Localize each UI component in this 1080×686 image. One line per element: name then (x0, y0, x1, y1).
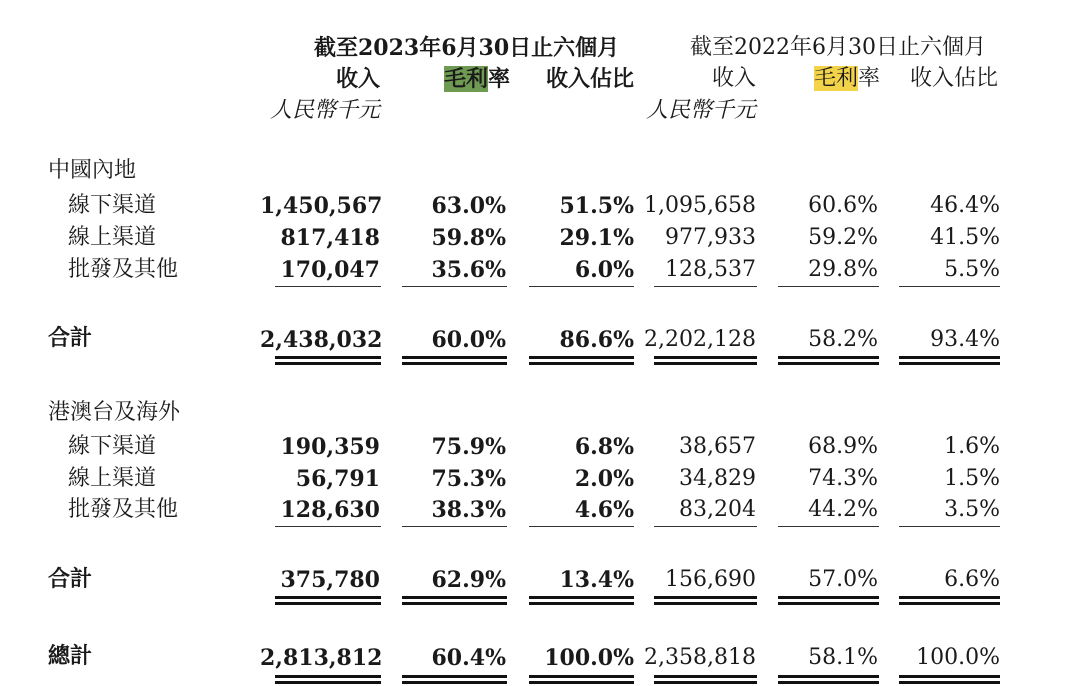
subtotal-rule (275, 526, 381, 527)
row-label: 批發及其他 (68, 257, 179, 282)
rev-2022: 977,933 (665, 225, 756, 250)
gm-2023: 59.8% (431, 225, 506, 251)
unit-2022: 人民幣千元 (645, 98, 756, 123)
share-2023: 2.0% (574, 466, 634, 492)
rev-2023: 1,450,567 (260, 193, 383, 219)
section-title-mainland: 中國內地 (48, 158, 137, 183)
period-2022-heading: 截至2022年6月30日止六個月 (690, 35, 986, 60)
row-label: 線上渠道 (68, 225, 157, 250)
total-double-rule (778, 602, 879, 605)
subtotal-rule (402, 526, 507, 527)
col-revenue-2023: 收入 (335, 66, 380, 92)
share-2023: 29.1% (559, 225, 634, 251)
col-share-2022: 收入佔比 (909, 66, 998, 91)
col-gm-2023 (444, 66, 510, 92)
gm-2022: 60.6% (808, 193, 878, 218)
total-double-rule (654, 362, 757, 365)
subtotal-label: 合計 (48, 325, 93, 351)
share-2022: 100.0% (916, 645, 1000, 670)
total-double-rule (275, 362, 381, 365)
subtotal-rule (778, 526, 879, 527)
share-2022: 5.5% (944, 257, 1000, 282)
total-double-rule (275, 602, 381, 605)
gm-2022: 58.1% (808, 645, 878, 670)
total-double-rule (899, 681, 1000, 684)
gm-2023: 75.9% (431, 434, 506, 460)
total-double-rule (899, 602, 1000, 605)
section-title-overseas: 港澳台及海外 (48, 400, 181, 425)
row-label: 批發及其他 (68, 497, 179, 522)
total-double-rule (402, 356, 507, 359)
col-share-2023: 收入佔比 (545, 66, 634, 92)
period-2023-heading: 截至2023年6月30日止六個月 (314, 35, 620, 61)
total-double-rule (654, 675, 757, 678)
share-2023: 6.8% (574, 434, 634, 460)
gm-suffix-2022: 率 (858, 66, 881, 91)
total-double-rule (402, 681, 507, 684)
unit-2023: 人民幣千元 (269, 98, 380, 123)
gm-2023: 75.3% (431, 466, 506, 492)
rev-2022: 34,829 (679, 466, 756, 491)
rev-2023: 56,791 (295, 466, 380, 492)
total-double-rule (529, 356, 634, 359)
total-double-rule (402, 675, 507, 678)
total-double-rule (778, 681, 879, 684)
rev-2022: 2,358,818 (644, 645, 756, 670)
total-double-rule (778, 596, 879, 599)
subtotal-rule (654, 526, 757, 527)
grand-total-label: 總計 (48, 643, 93, 669)
share-2023: 86.6% (559, 327, 634, 353)
subtotal-rule (899, 286, 1000, 287)
gm-2022: 29.8% (808, 257, 878, 282)
total-double-rule (899, 596, 1000, 599)
row-label: 線下渠道 (68, 434, 157, 459)
col-gm-2022 (814, 66, 880, 92)
subtotal-rule (778, 286, 879, 287)
rev-2023: 375,780 (280, 567, 380, 593)
gm-2022: 44.2% (808, 497, 878, 522)
gm-2022: 68.9% (808, 434, 878, 459)
total-double-rule (275, 681, 381, 684)
total-double-rule (778, 675, 879, 678)
share-2022: 41.5% (930, 225, 1000, 250)
share-2023: 4.6% (574, 497, 634, 523)
total-double-rule (899, 356, 1000, 359)
total-double-rule (654, 602, 757, 605)
rev-2022: 128,537 (665, 257, 756, 282)
row-label: 線上渠道 (68, 466, 157, 491)
subtotal-label: 合計 (48, 566, 93, 592)
rev-2022: 1,095,658 (644, 193, 756, 218)
share-2023: 100.0% (544, 645, 634, 671)
rev-2023: 128,630 (280, 497, 380, 523)
gm-2022: 58.2% (808, 327, 878, 352)
share-2022: 1.5% (944, 466, 1000, 491)
rev-2023: 817,418 (280, 225, 380, 251)
gm-highlight-2023: 毛利 (444, 66, 489, 92)
share-2023: 6.0% (574, 257, 634, 283)
total-double-rule (778, 356, 879, 359)
subtotal-rule (529, 286, 634, 287)
total-double-rule (529, 602, 634, 605)
gm-2022: 74.3% (808, 466, 878, 491)
total-double-rule (275, 356, 381, 359)
gm-2023: 35.6% (431, 257, 506, 283)
total-double-rule (778, 362, 879, 365)
total-double-rule (275, 675, 381, 678)
total-double-rule (402, 602, 507, 605)
gm-highlight-2022: 毛利 (814, 66, 859, 91)
subtotal-rule (529, 526, 634, 527)
subtotal-rule (402, 286, 507, 287)
total-double-rule (529, 675, 634, 678)
rev-2022: 83,204 (679, 497, 756, 522)
share-2022: 6.6% (944, 567, 1000, 592)
gm-2023: 60.0% (431, 327, 506, 353)
share-2023: 51.5% (559, 193, 634, 219)
gm-2023: 62.9% (431, 567, 506, 593)
gm-2023: 60.4% (431, 645, 506, 671)
total-double-rule (529, 681, 634, 684)
subtotal-rule (275, 286, 381, 287)
total-double-rule (402, 596, 507, 599)
share-2022: 1.6% (944, 434, 1000, 459)
share-2022: 46.4% (930, 193, 1000, 218)
gm-2023: 38.3% (431, 497, 506, 523)
share-2022: 3.5% (944, 497, 1000, 522)
share-2022: 93.4% (930, 327, 1000, 352)
total-double-rule (402, 362, 507, 365)
row-label: 線下渠道 (68, 193, 157, 218)
gm-suffix-2023: 率 (488, 66, 511, 92)
rev-2022: 2,202,128 (644, 327, 756, 352)
gm-2022: 59.2% (808, 225, 878, 250)
share-2023: 13.4% (559, 567, 634, 593)
total-double-rule (529, 362, 634, 365)
total-double-rule (654, 356, 757, 359)
subtotal-rule (899, 526, 1000, 527)
rev-2023: 2,438,032 (260, 327, 383, 353)
rev-2023: 2,813,812 (260, 645, 383, 671)
gm-2023: 63.0% (431, 193, 506, 219)
total-double-rule (654, 596, 757, 599)
subtotal-rule (654, 286, 757, 287)
gm-2022: 57.0% (808, 567, 878, 592)
total-double-rule (899, 362, 1000, 365)
rev-2023: 190,359 (280, 434, 380, 460)
rev-2022: 156,690 (665, 567, 756, 592)
total-double-rule (529, 596, 634, 599)
total-double-rule (654, 681, 757, 684)
total-double-rule (275, 596, 381, 599)
col-revenue-2022: 收入 (711, 66, 756, 91)
rev-2023: 170,047 (280, 257, 380, 283)
total-double-rule (899, 675, 1000, 678)
rev-2022: 38,657 (679, 434, 756, 459)
